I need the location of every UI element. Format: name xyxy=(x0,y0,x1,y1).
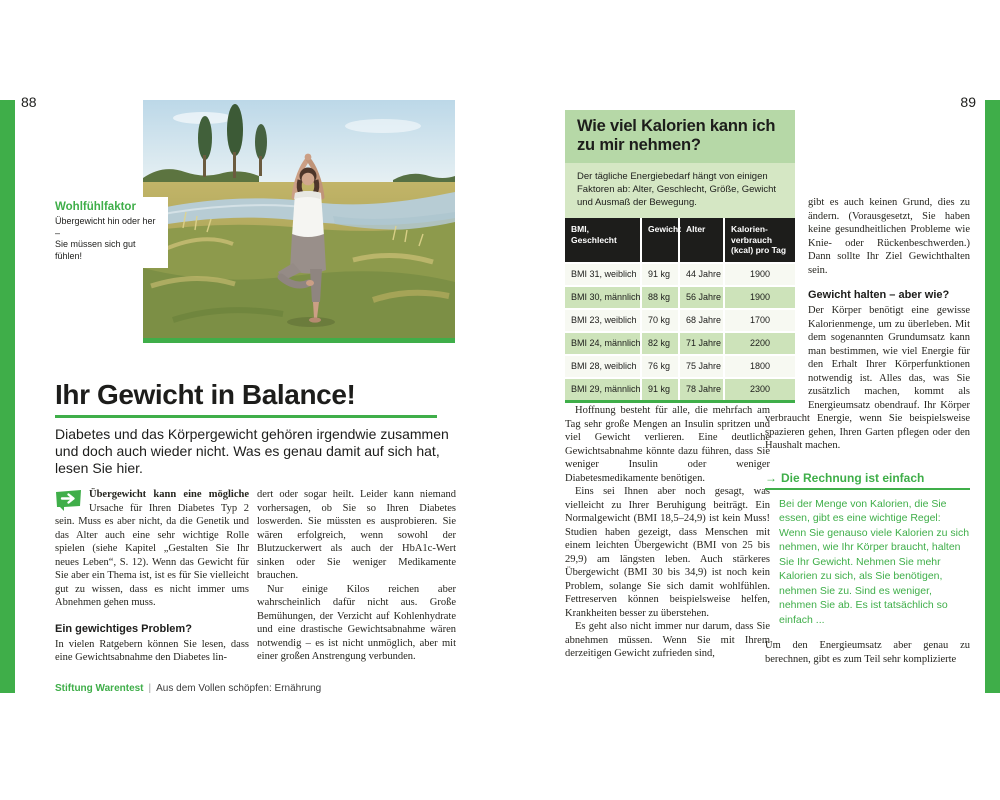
table-cell: BMI 28, weiblich xyxy=(571,360,637,371)
yoga-photo-illustration xyxy=(143,100,455,338)
body-paragraph: Es geht also nicht immer nur darum, dass Sie abnehmen müssen. Wenn Sie mit Ihrem derzeitigen Gewicht zufrieden sind, xyxy=(565,621,770,659)
arrow-right-icon: → xyxy=(765,470,777,485)
table-body xyxy=(565,262,795,400)
info-box-title: Wie viel Kalorien kann ich zu mir nehmen? xyxy=(565,110,795,163)
photo-caption-title: Wohlfühlfaktor xyxy=(55,201,136,213)
body-paragraph: Nur einige Kilos reichen aber wahrscheinlich dafür nicht aus. Große Bemühungen, der Verzicht auf Kohlenhydrate und eine drastische Gewichtsabnahme wären notwendig – es ist nicht unmöglich, aber mit einer großen Anstrengung verbunden. xyxy=(257,583,456,662)
body-paragraph: gibt es auch keinen Grund, dies zu ändern. (Vorausgesetzt, Sie haben keine gesundheitlichen Probleme wie Knie- oder Rückenbeschwerden.) Dann sollte Ihr Ziel Gewichthalten sein. xyxy=(808,197,970,276)
table-header-cell: Kalorien-verbrauch (kcal) pro Tag xyxy=(723,218,795,262)
table-row xyxy=(565,285,795,308)
publisher-name: Stiftung Warentest xyxy=(55,683,144,694)
table-cell: 91 kg xyxy=(640,379,678,400)
table-row xyxy=(565,262,795,285)
left-page-column-1 xyxy=(55,488,249,665)
left-page-column-2 xyxy=(257,488,456,664)
lead-bold-text: Übergewicht kann eine mögliche xyxy=(89,489,249,500)
table-cell: 88 kg xyxy=(640,287,678,308)
table-cell: BMI 24, männlich xyxy=(571,337,641,348)
table-cell: 1700 xyxy=(723,310,795,331)
table-header-cell: BMI, Geschlecht xyxy=(571,224,617,245)
table-cell: 1900 xyxy=(723,264,795,285)
body-paragraph: In vielen Ratgebern können Sie lesen, dass eine Gewichtsabnahme den Diabetes lin- xyxy=(55,638,249,663)
info-box-description: Der tägliche Energiebedarf hängt von einigen Faktoren ab: Alter, Geschlecht, Größe, Gewicht und Ausmaß der Bewegung. xyxy=(565,163,795,218)
page-number-right: 89 xyxy=(960,94,976,110)
table-wrap-spacer xyxy=(765,196,808,399)
table-row xyxy=(565,354,795,377)
table-header-row xyxy=(565,218,795,262)
table-cell: 56 Jahre xyxy=(678,287,723,308)
body-paragraph: Um den Energieumsatz aber genau zu berechnen, gibt es zum Teil sehr komplizierte xyxy=(765,640,970,665)
table-cell: 1900 xyxy=(723,287,795,308)
tip-paragraph: Bei der Menge von Kalorien, die Sie essen, gibt es eine wichtige Regel: Wenn Sie genauso viele Kalorien zu sich nehmen, wie Ihr Körper braucht, halten Sie Ihr Gewicht. Nehmen Sie mehr Kalorien zu sich, als Sie benötigen, nehmen Sie zu. Sind es weniger, nehmen Sie ab. Es ist tatsächlich so einfach ... xyxy=(779,497,970,626)
book-title: Aus dem Vollen schöpfen: Ernährung xyxy=(156,683,322,694)
table-row xyxy=(565,308,795,331)
tip-heading xyxy=(765,471,970,490)
table-cell: 76 kg xyxy=(640,356,678,377)
right-edge-bar xyxy=(985,100,1000,693)
table-cell: 68 Jahre xyxy=(678,310,723,331)
left-edge-bar xyxy=(0,100,15,693)
bmi-calorie-table xyxy=(565,218,795,403)
table-cell: BMI 29, männlich xyxy=(571,383,641,394)
page-footer xyxy=(55,683,321,694)
table-cell: 75 Jahre xyxy=(678,356,723,377)
table-cell: 71 Jahre xyxy=(678,333,723,354)
table-cell: 91 kg xyxy=(640,264,678,285)
tip-heading-label: Die Rechnung ist einfach xyxy=(781,470,925,485)
section-subhead: Ein gewichtiges Problem? xyxy=(55,622,192,635)
table-cell: 2300 xyxy=(723,379,795,400)
table-cell: 82 kg xyxy=(640,333,678,354)
table-cell: 78 Jahre xyxy=(678,379,723,400)
table-cell: 2200 xyxy=(723,333,795,354)
table-cell: BMI 31, weiblich xyxy=(571,268,637,279)
photo-caption xyxy=(50,197,168,268)
table-row xyxy=(565,331,795,354)
yoga-photo xyxy=(143,100,455,343)
arrow-callout-icon xyxy=(55,489,82,512)
lead-paragraph xyxy=(55,488,249,610)
body-paragraph: Der Körper benötigt eine gewisse Kalorienmenge, um zu überleben. Mit dem sogenannten Grundumsatz kann man bestimmen, wie viel Energie für den Erhalt Ihrer Körperfunktionen notwendig ist. Alles das, was Sie zusätzlich machen, kommt als Energieumsatz obendrauf. Ihr Körper verbraucht Energie, wenn Sie beispielsweise spazieren gehen, Ihren Garten pflegen oder den Haushalt machen. xyxy=(765,305,970,451)
right-page-column-2 xyxy=(765,196,970,666)
body-paragraph: Hoffnung besteht für alle, die mehrfach am Tag sehr große Mengen an Insulin spritzen und viel Gewicht verlieren. Eine deutliche Gewichtsabnahme könnte dazu führen, dass Sie weniger Insulin oder weniger Diabetesmedikamente benötigen. xyxy=(565,405,770,484)
table-cell: 70 kg xyxy=(640,310,678,331)
page-title: Ihr Gewicht in Balance! xyxy=(55,379,356,410)
table-row xyxy=(565,377,795,400)
title-underline xyxy=(55,415,437,418)
table-cell: 44 Jahre xyxy=(678,264,723,285)
table-header-cell: Gewicht xyxy=(640,218,678,262)
page-number-left: 88 xyxy=(21,94,37,110)
table-cell: 1800 xyxy=(723,356,795,377)
photo-caption-line: Sie müssen sich gut fühlen! xyxy=(55,239,136,261)
right-page-column-1 xyxy=(565,404,770,661)
section-subhead: Gewicht halten – aber wie? xyxy=(808,289,950,301)
body-paragraph: dert oder sogar heilt. Leider kann niemand vorhersagen, ob Sie so Ihren Diabetes loswerden. Sie müssten es ausprobieren. Sie wären erfolgreich, wenn sowohl der Blutzuckerwert als auch der HbA1c-Wert sinken oder Sie weniger Medikamente brauchen. xyxy=(257,489,456,581)
table-cell: BMI 30, männlich xyxy=(571,291,641,302)
table-header-cell: Alter xyxy=(678,218,723,262)
body-paragraph: Eins sei Ihnen aber noch gesagt, was vielleicht zu Ihrer Beruhigung beiträgt. Ein Normalgewicht (BMI 18,5–24,9) ist kein Muss! Studien haben gezeigt, dass Menschen mit einem leichten Übergewicht (BMI von 25 bis 29,9) am längsten leben. Auch stärkeres Übergewicht (BMI 30 bis 34,9) ist noch kein Problem, solange Sie sich damit wohlfühlen. Fettreserven können beispielsweise helfen, Krankheiten besser zu überstehen. xyxy=(565,486,770,619)
lead-rest-text: Ursache für Ihren Diabetes Typ 2 sein. Muss es aber nicht, da die Genetik und das Alter auch eine sehr wichtige Rolle spielen (siehe Kapitel „Gestalten Sie Ihr neues Leben“, S. 12). Wenn das Gewicht für Sie aber ein Thema ist, ist es für Sie vielleicht gut zu wissen, dass es nicht immer ums Abnehmen gehen muss. xyxy=(55,502,249,608)
footer-separator: | xyxy=(148,683,152,694)
intro-paragraph: Diabetes und das Körpergewicht gehören irgendwie zusammen und doch auch wieder nicht. Was es genau damit auf sich hat, lesen Sie hier. xyxy=(55,426,449,476)
table-cell: BMI 23, weiblich xyxy=(571,314,637,325)
photo-caption-line: Übergewicht hin oder her – xyxy=(55,216,156,238)
calorie-info-box xyxy=(565,110,795,403)
